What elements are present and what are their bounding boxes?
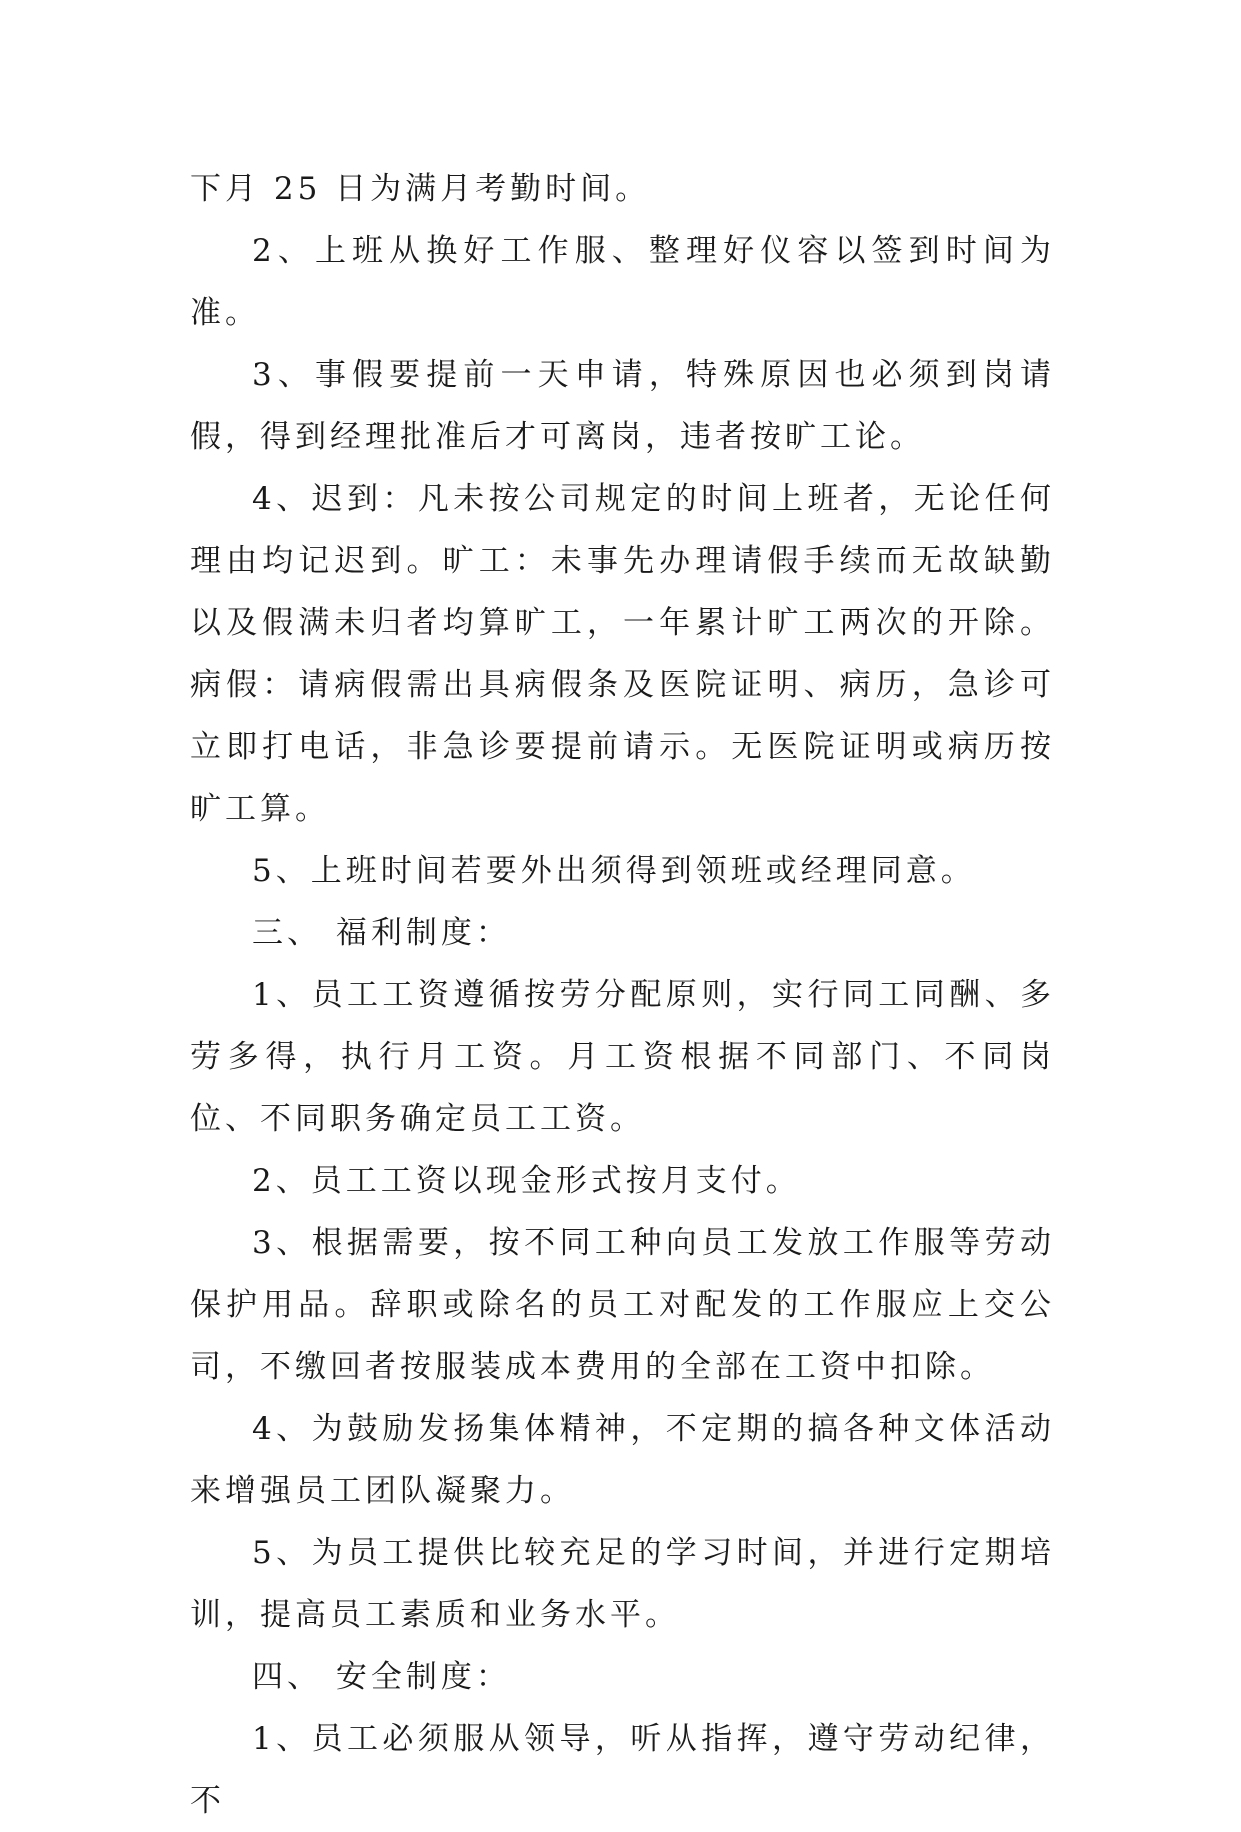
paragraph-4: 4、迟到：凡未按公司规定的时间上班者，无论任何理由均记迟到。旷工：未事先办理请假手续而无故缺勤以及假满未归者均算旷工，一年累计旷工两次的开除。病假：请病假需出具病假条及医院证明、病历，急诊可立即打电话，非急诊要提前请示。无医院证明或病历按旷工算。 — [190, 481, 1055, 827]
paragraph-7: 1、员工工资遵循按劳分配原则，实行同工同酬、多劳多得，执行月工资。月工资根据不同部门、不同岗位、不同职务确定员工工资。 — [190, 977, 1055, 1137]
section-heading-welfare: 三、 福利制度： — [252, 915, 511, 951]
paragraph-8: 2、员工工资以现金形式按月支付。 — [252, 1163, 801, 1199]
paragraph-5: 5、上班时间若要外出须得到领班或经理同意。 — [252, 853, 976, 889]
paragraph-10: 4、为鼓励发扬集体精神，不定期的搞各种文体活动来增强员工团队凝聚力。 — [190, 1411, 1055, 1509]
paragraph-2: 2、上班从换好工作服、整理好仪容以签到时间为准。 — [190, 233, 1055, 331]
section-heading-safety: 四、 安全制度： — [252, 1659, 511, 1695]
paragraph-9: 3、根据需要，按不同工种向员工发放工作服等劳动保护用品。辞职或除名的员工对配发的工作服应上交公司，不缴回者按服装成本费用的全部在工资中扣除。 — [190, 1225, 1055, 1385]
document-body — [190, 158, 1055, 1832]
paragraph-13: 1、员工必须服从领导，听从指挥，遵守劳动纪律，不 — [190, 1721, 1055, 1819]
paragraph-11: 5、为员工提供比较充足的学习时间，并进行定期培训，提高员工素质和业务水平。 — [190, 1535, 1055, 1633]
paragraph-1: 下月 25 日为满月考勤时间。 — [190, 171, 651, 207]
paragraph-3: 3、事假要提前一天申请，特殊原因也必须到岗请假，得到经理批准后才可离岗，违者按旷工论。 — [190, 357, 1055, 455]
